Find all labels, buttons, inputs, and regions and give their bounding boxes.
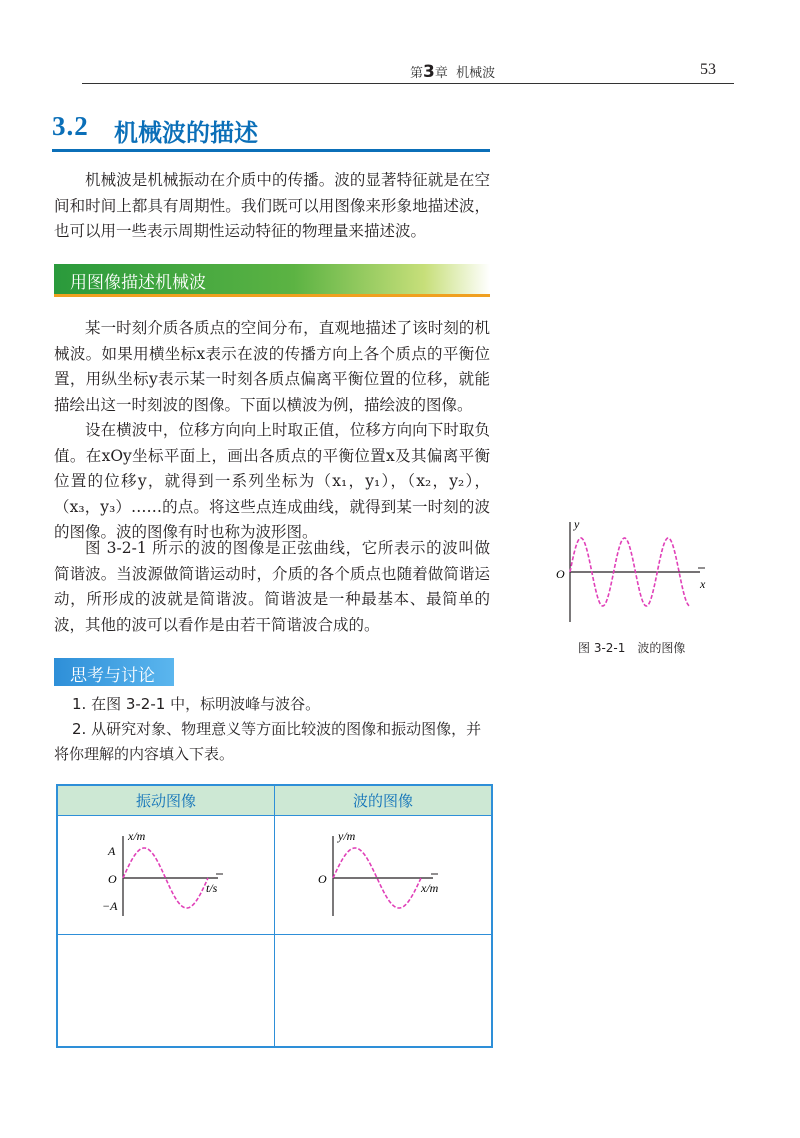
w-x-label: x/m <box>421 881 439 895</box>
section-divider <box>52 149 490 152</box>
section-number: 3.2 <box>52 111 89 141</box>
w-y-label: y/m <box>338 829 356 843</box>
header-divider <box>82 83 734 84</box>
origin-label: O <box>556 567 565 581</box>
table-header-wave: 波的图像 <box>275 785 493 816</box>
chapter-prefix: 第 <box>410 66 424 81</box>
section-title: 机械波的描述 <box>114 119 258 147</box>
paragraph-3: 图 3-2-1 所示的波的图像是正弦曲线，它所表示的波叫做简谐波。当波源做简谐运动时，介质的各个质点也随着做简谐运动，所形成的波就是简谐波。简谐波是一种最基本、最简单的波，其他的波可以看作是由若干简谐波合成的。 <box>54 539 490 634</box>
y-axis-label: y <box>574 517 580 531</box>
vibration-graph-cell <box>57 816 275 935</box>
page-number: 53 <box>700 61 716 78</box>
wave-graph <box>275 816 491 930</box>
vibration-graph <box>58 816 274 930</box>
wave-figure <box>550 512 720 632</box>
paragraph-2: 设在横波中，位移方向向上时取正值，位移方向向下时取负值。在xOy坐标平面上，画出各质点的平衡位置x及其偏离平衡位置的位移y，就得到一系列坐标为（x₁，y₁），（x₂，y₂），（x₃，y₃）……的点。将这些点连成曲线，就得到某一时刻的波的图像。波的图像有时也称为波形图。 <box>54 421 490 541</box>
table-header-vibration: 振动图像 <box>57 785 275 816</box>
figure-caption: 图 3-2-1 波的图像 <box>578 641 686 655</box>
subheading-text: 用图像描述机械波 <box>70 273 206 293</box>
v-origin-label: O <box>108 872 117 886</box>
discussion-item-2: 2. 从研究对象、物理意义等方面比较波的图像和振动图像，并将你理解的内容填入下表。 <box>54 720 482 763</box>
w-origin-label: O <box>318 872 327 886</box>
v-amplitude-bottom: −A <box>102 899 118 913</box>
comparison-table <box>56 784 493 1048</box>
paragraph-1: 某一时刻介质各质点的空间分布，直观地描述了该时刻的机械波。如果用横坐标x表示在波的传播方向上各个质点的平衡位置，用纵坐标y表示某一时刻各质点偏离平衡位置的位移，就能描绘出这一时刻波的图像。下面以横波为例，描绘波的图像。 <box>54 319 490 414</box>
v-y-label: x/m <box>128 829 146 843</box>
wave-answer-cell[interactable] <box>275 935 493 1048</box>
intro-paragraph: 机械波是机械振动在介质中的传播。波的显著特征就是在空间和时间上都具有周期性。我们既可以用图像来形象地描述波，也可以用一些表示周期性运动特征的物理量来描述波。 <box>54 171 490 240</box>
chapter-title: 机械波 <box>456 66 496 81</box>
wave-graph-cell <box>275 816 493 935</box>
running-header <box>410 62 495 82</box>
subheading-bar <box>54 264 490 294</box>
v-x-label: t/s <box>206 881 218 895</box>
chapter-suffix: 章 <box>434 66 448 81</box>
discussion-item-1: 1. 在图 3-2-1 中，标明波峰与波谷。 <box>72 695 321 713</box>
vibration-answer-cell[interactable] <box>57 935 275 1048</box>
x-axis-label: x <box>700 577 706 591</box>
v-amplitude-top: A <box>108 844 116 858</box>
subheading-underline <box>54 294 490 297</box>
discussion-heading: 思考与讨论 <box>70 666 155 686</box>
chapter-number: 3 <box>423 62 435 82</box>
discussion-heading-box <box>54 658 174 686</box>
